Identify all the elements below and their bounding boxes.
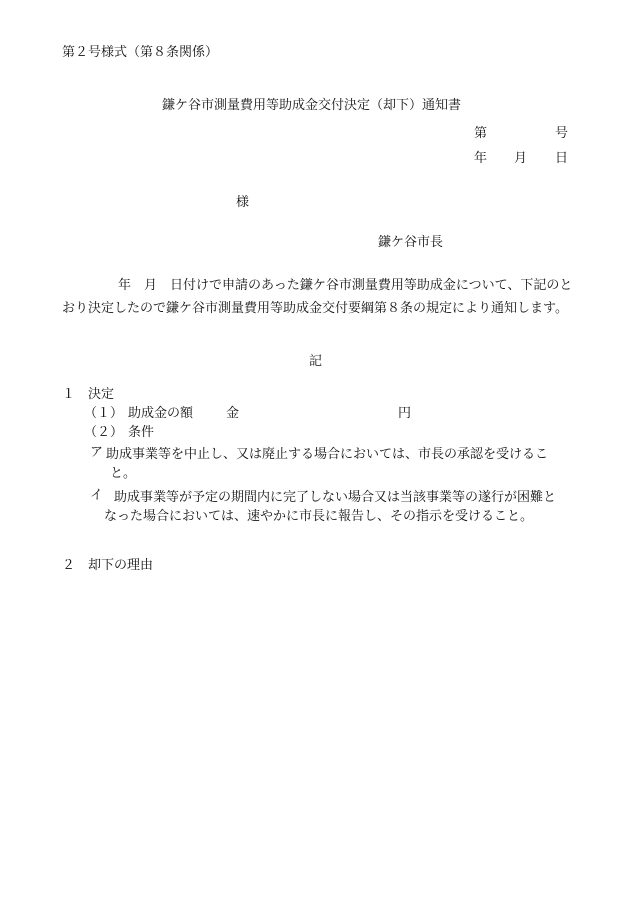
date-year: 年	[474, 151, 488, 166]
amount-kin: 金	[226, 406, 240, 421]
section-decision-heading: １ 決定	[62, 387, 115, 402]
amount-number: （１）	[84, 406, 124, 421]
conditions-label: 条件	[128, 425, 155, 440]
ki-heading: 記	[309, 354, 323, 369]
conditions-number: （２）	[84, 425, 124, 440]
document-title: 鎌ケ谷市測量費用等助成金交付決定（却下）通知書	[162, 98, 462, 113]
issuer-name: 鎌ケ谷市長	[378, 235, 444, 250]
condition-a-text: 助成事業等を中止し、又は廃止する場合においては、市長の承認を受けること。	[106, 447, 549, 481]
doc-number-prefix: 第	[474, 126, 488, 141]
amount-yen: 円	[398, 406, 412, 421]
condition-a-mark: ア	[90, 445, 104, 460]
amount-label: 助成金の額	[128, 406, 194, 421]
form-label: 第２号様式（第８条関係）	[62, 45, 219, 60]
date-month: 月	[514, 151, 528, 166]
condition-i-mark: イ	[90, 488, 104, 503]
doc-number-suffix: 号	[555, 126, 569, 141]
addressee-suffix: 様	[236, 195, 250, 210]
section-rejection-heading: ２ 却下の理由	[62, 558, 154, 573]
body-paragraph: 年 月 日付けで申請のあった鎌ケ谷市測量費用等助成金について、下記のとおり決定したので鎌ケ谷市測量費用等助成金交付要綱第８条の規定により通知します。	[62, 278, 573, 316]
date-day: 日	[555, 151, 569, 166]
condition-i-text: 助成事業等が予定の期間内に完了しない場合又は当該事業等の遂行が困難となった場合においては、速やかに市長に報告し、その指示を受けること。	[104, 490, 557, 524]
